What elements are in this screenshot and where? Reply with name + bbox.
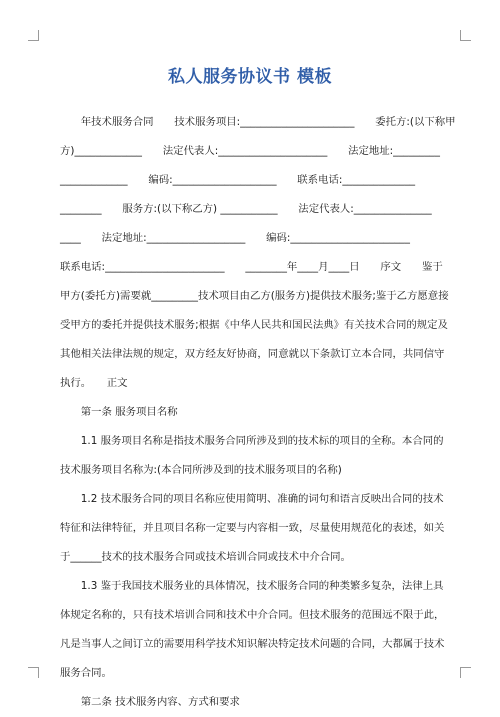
text-line: ________ 服务方:(以下称乙方) ___________ 法定代表人:_______________ <box>60 203 432 215</box>
text-line: 服务合同。 <box>60 667 112 679</box>
document-title: 私人服务协议书 模板 <box>168 67 332 87</box>
document-body <box>60 108 456 717</box>
text-line: 于______技术的技术服务合同或技术培训合同或技术中介合同。 <box>60 551 351 563</box>
text-line: 联系电话:_______________________ ________年____月____日 序文 鉴于 <box>60 261 443 273</box>
text-line: 执行。 正文 <box>60 377 128 389</box>
section-heading: 第二条 技术服务内容、方式和要求 <box>60 696 240 708</box>
text-line: 年技术服务合同 技术服务项目:______________________ 委托方:(以下称甲 <box>60 116 456 128</box>
text-line: 特征和法律特征，并且项目名称一定要与内容相一致，尽量使用规范化的表述，如关 <box>60 522 445 534</box>
text-line: 受甲方的委托并提供技术服务;根据《中华人民共和国民法典》有关技术合同的规定及 <box>60 319 448 331</box>
crop-mark-bottom-left <box>28 667 39 678</box>
text-line: 其他相关法律法规的规定，双方经友好协商，同意就以下条款订立本合同，共同信守 <box>60 348 445 360</box>
section-heading: 第一条 服务项目名称 <box>60 406 178 418</box>
text-line: 1.3 鉴于我国技术服务业的具体情况，技术服务合同的种类繁多复杂，法律上具 <box>60 580 444 592</box>
text-line: 1.1 服务项目名称是指技术服务合同所涉及到的技术标的项目的全称。本合同的 <box>60 435 444 447</box>
text-line: 凡是当事人之间订立的需要用科学技术知识解决特定技术问题的合同，大都属于技术 <box>60 638 445 650</box>
text-line: 1.2 技术服务合同的项目名称应使用简明、准确的词句和语言反映出合同的技术 <box>60 493 444 505</box>
text-line: 甲方(委托方)需要就_________技术项目由乙方(服务方)提供技术服务;鉴于乙方愿意接 <box>60 290 449 302</box>
text-line: 体规定名称的，只有技术培训合同和技术中介合同。但技术服务的范围远不限于此， <box>60 609 445 621</box>
crop-mark-top-left <box>28 30 39 41</box>
text-line: 方)_____________ 法定代表人:_____________________ 法定地址:_________ <box>60 145 440 157</box>
text-line: _____________ 编码:____________________ 联系电话:______________ <box>60 174 416 186</box>
crop-mark-top-right <box>460 30 471 41</box>
text-line: ____ 法定地址:___________________ 编码:_______________________ <box>60 232 410 244</box>
crop-mark-bottom-right <box>460 667 471 678</box>
text-line: 技术服务项目名称为:(本合同所涉及到的技术服务项目的名称) <box>60 464 342 476</box>
